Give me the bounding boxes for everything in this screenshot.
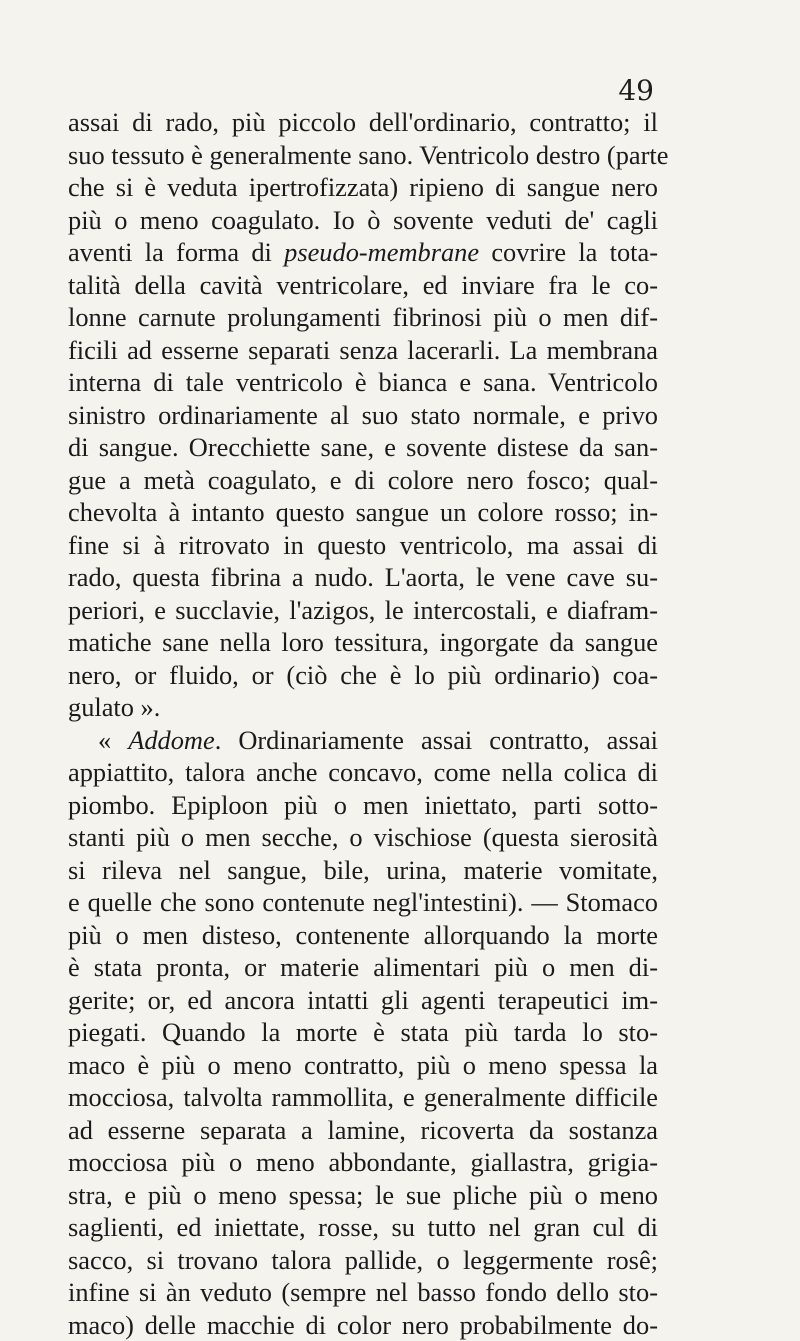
- text-line: [68, 1179, 658, 1212]
- text-run: lonne carnute prolungamenti fibrinosi più o men dif-: [68, 302, 658, 332]
- text-run: saglienti, ed iniettate, rosse, su tutto nel gran cul di: [68, 1212, 658, 1242]
- text-line: [68, 204, 658, 237]
- text-run: periori, e succlavie, l'azigos, le intercostali, e diafram-: [68, 595, 658, 625]
- text-line: [68, 399, 658, 432]
- text-run: gue a metà coagulato, e di colore nero fosco; qual-: [68, 465, 658, 495]
- text-run: sacco, si trovano talora pallide, o leggermente rosê;: [68, 1245, 658, 1275]
- text-line: [68, 366, 658, 399]
- text-run: . Ordinariamente assai contratto, assai: [215, 725, 658, 755]
- text-line: [68, 724, 658, 757]
- text-line: [68, 789, 658, 822]
- text-line: [68, 1081, 658, 1114]
- text-run: matiche sane nella loro tessitura, ingorgate da sangue: [68, 627, 658, 657]
- text-line: [68, 854, 658, 887]
- text-line: [68, 756, 658, 789]
- text-line: [68, 951, 658, 984]
- text-run: nero, or fluido, or (ciò che è lo più ordinario) coa-: [68, 660, 658, 690]
- text-run: mocciosa, talvolta rammollita, e generalmente difficile: [68, 1082, 658, 1112]
- text-run: interna di tale ventricolo è bianca e sana. Ventricolo: [68, 367, 658, 397]
- text-line: [68, 334, 658, 367]
- text-line: [68, 301, 658, 334]
- text-run: suo tessuto è generalmente sano. Ventricolo destro (parte: [68, 140, 668, 170]
- text-run: talità della cavità ventricolare, ed inviare fra le co-: [68, 270, 658, 300]
- text-run: ficili ad esserne separati senza lacerarli. La membrana: [68, 335, 658, 365]
- text-line: [68, 886, 658, 919]
- text-line: [68, 431, 658, 464]
- italic-term: pseudo-membrane: [284, 237, 479, 267]
- text-line: [68, 236, 658, 269]
- text-run: rado, questa fibrina a nudo. L'aorta, le vene cave su-: [68, 562, 658, 592]
- text-run: mocciosa più o meno abbondante, giallastra, grigia-: [68, 1147, 658, 1177]
- text-line: [68, 691, 658, 724]
- text-line: [68, 529, 658, 562]
- text-line: [68, 1309, 658, 1341]
- text-run: piegati. Quando la morte è stata più tarda lo sto-: [68, 1017, 658, 1047]
- text-run: ad esserne separata a lamine, ricoverta da sostanza: [68, 1115, 658, 1145]
- text-run: gerite; or, ed ancora intatti gli agenti terapeutici im-: [68, 985, 658, 1015]
- text-line: [68, 106, 658, 139]
- text-run: e quelle che sono contenute negl'intestini). — Stomaco: [68, 887, 658, 917]
- text-run: stra, e più o meno spessa; le sue pliche più o meno: [68, 1180, 658, 1210]
- text-line: [68, 1049, 658, 1082]
- text-run: aventi la forma di: [68, 237, 284, 267]
- text-line: [68, 496, 658, 529]
- text-line: [68, 594, 658, 627]
- text-line: [68, 1211, 658, 1244]
- text-line: [68, 464, 658, 497]
- text-run: piombo. Epiploon più o men iniettato, parti sotto-: [68, 790, 658, 820]
- text-line: [68, 171, 658, 204]
- text-run: maco è più o meno contratto, più o meno spessa la: [68, 1050, 658, 1080]
- text-line: [68, 1114, 658, 1147]
- text-run: assai di rado, più piccolo dell'ordinario, contratto; il: [68, 107, 658, 137]
- text-line: [68, 561, 658, 594]
- text-line: [68, 1016, 658, 1049]
- text-run: più o men disteso, contenente allorquando la morte: [68, 920, 658, 950]
- text-line: [68, 659, 658, 692]
- body-text: [68, 106, 658, 1341]
- text-run: chevolta à intanto questo sangue un colore rosso; in-: [68, 497, 658, 527]
- text-run: appiattito, talora anche concavo, come nella colica di: [68, 757, 658, 787]
- text-line: [68, 821, 658, 854]
- text-run: infine si àn veduto (sempre nel basso fondo dello sto-: [68, 1277, 658, 1307]
- text-run: di sangue. Orecchiette sane, e sovente distese da san-: [68, 432, 658, 462]
- text-run: fine si à ritrovato in questo ventricolo, ma assai di: [68, 530, 658, 560]
- page-number: 49: [614, 76, 654, 106]
- text-run: gulato ».: [68, 692, 160, 722]
- text-run: stanti più o men secche, o vischiose (questa sierosità: [68, 822, 658, 852]
- text-line: [68, 1146, 658, 1179]
- text-line: [68, 984, 658, 1017]
- text-run: che si è veduta ipertrofizzata) ripieno di sangue nero: [68, 172, 658, 202]
- text-run: covrire la tota-: [479, 237, 658, 267]
- text-line: [68, 139, 658, 172]
- text-run: maco) delle macchie di color nero probabilmente do-: [68, 1310, 658, 1340]
- text-run: «: [98, 725, 128, 755]
- italic-term: Addome: [128, 725, 214, 755]
- text-line: [68, 1276, 658, 1309]
- text-run: è stata pronta, or materie alimentari più o men di-: [68, 952, 658, 982]
- text-run: si rileva nel sangue, bile, urina, materie vomitate,: [68, 855, 658, 885]
- text-line: [68, 919, 658, 952]
- text-line: [68, 269, 658, 302]
- text-run: più o meno coagulato. Io ò sovente veduti de' cagli: [68, 205, 658, 235]
- text-run: sinistro ordinariamente al suo stato normale, e privo: [68, 400, 658, 430]
- text-line: [68, 626, 658, 659]
- text-line: [68, 1244, 658, 1277]
